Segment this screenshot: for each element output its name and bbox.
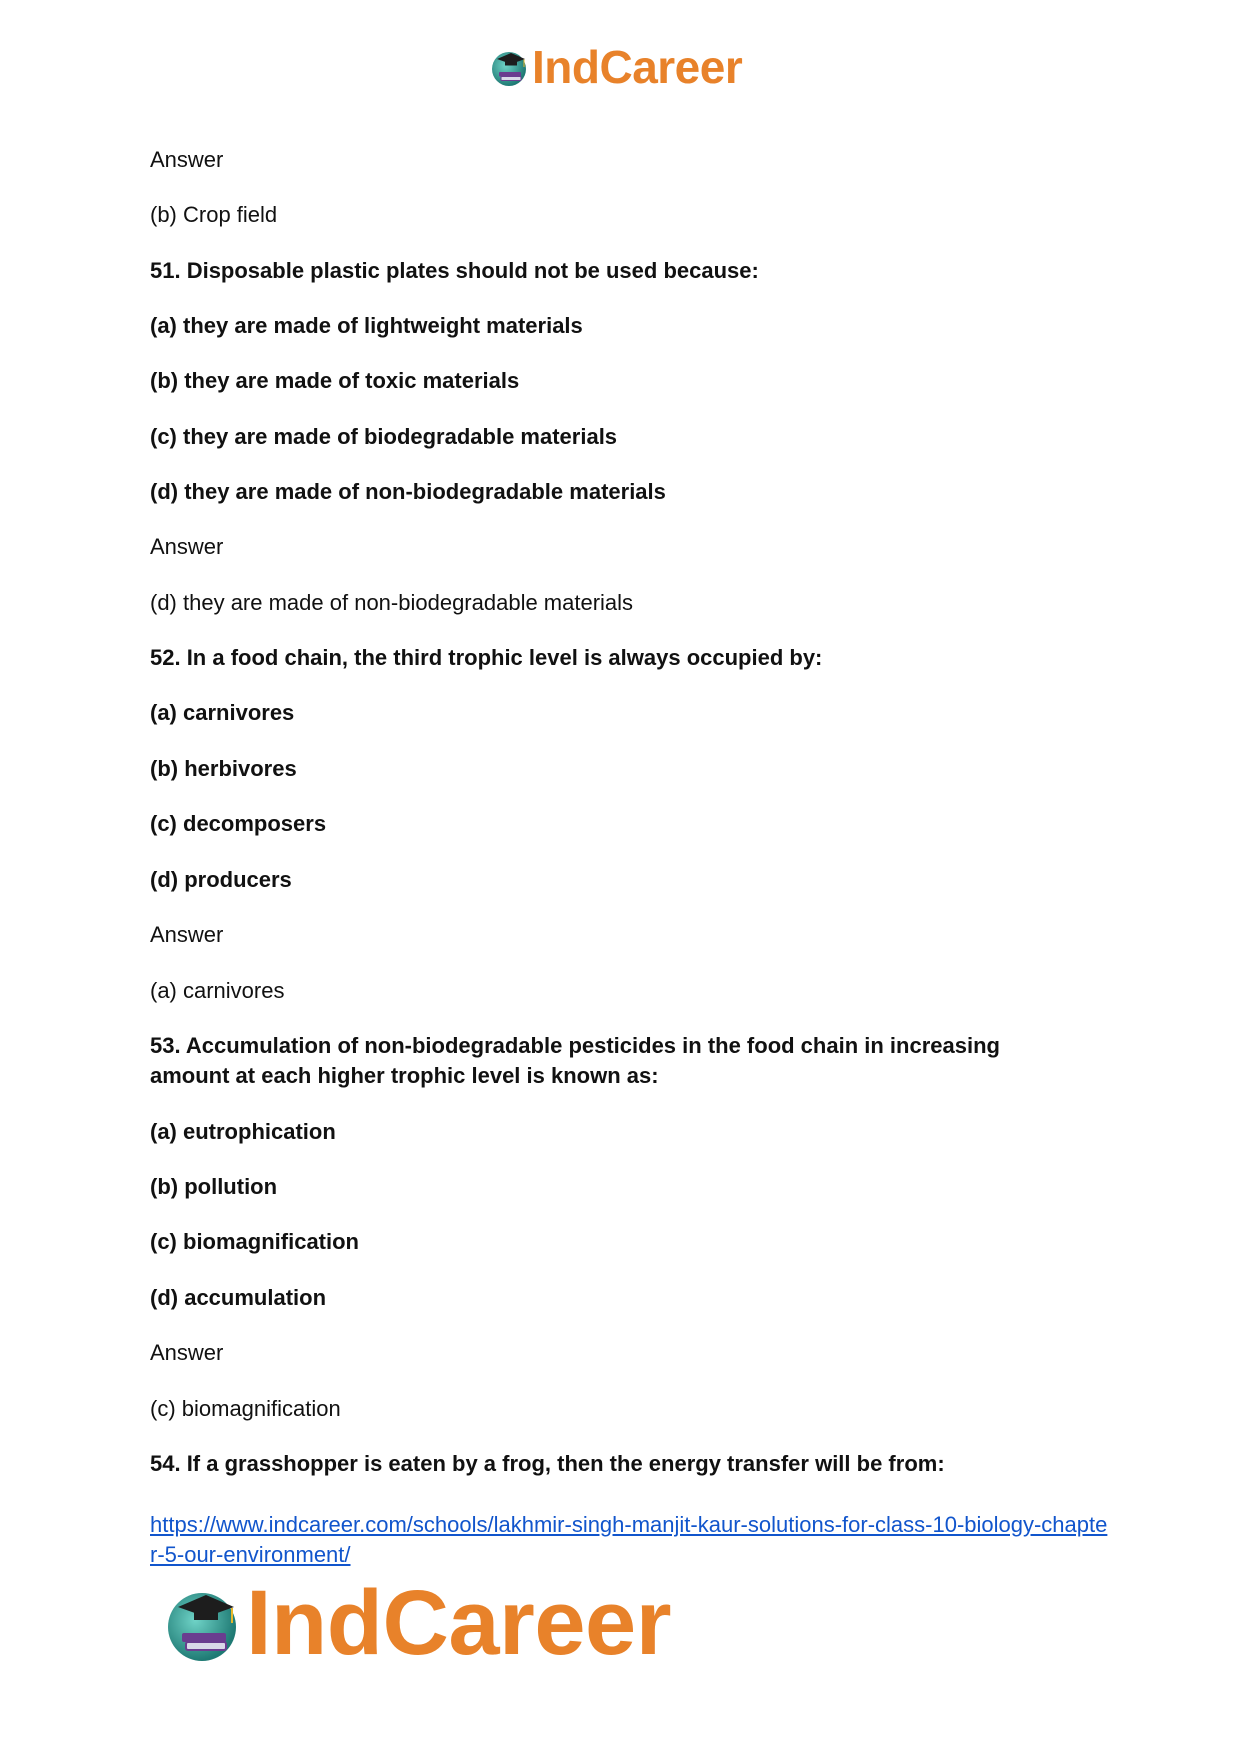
answer-text: (a) carnivores <box>150 978 285 1003</box>
answer-label: Answer <box>150 1340 224 1365</box>
graduation-cap-globe-books-icon <box>488 46 530 88</box>
option-53-c: (c) biomagnification <box>150 1229 359 1254</box>
option-52-a: (a) carnivores <box>150 700 295 725</box>
answer-text: (c) biomagnification <box>150 1396 341 1421</box>
answer-label: Answer <box>150 922 224 947</box>
header-logo-text: IndCareer <box>532 41 743 93</box>
option-53-b: (b) pollution <box>150 1174 278 1199</box>
option-53-a: (a) eutrophication <box>150 1119 336 1144</box>
answer-label: Answer <box>150 534 224 559</box>
footer-logo <box>160 1572 671 1674</box>
option-52-d: (d) producers <box>150 867 292 892</box>
header-logo <box>488 42 742 92</box>
option-51-d: (d) they are made of non-biodegradable materials <box>150 479 666 504</box>
option-52-c: (c) decomposers <box>150 811 327 836</box>
option-52-b: (b) herbivores <box>150 756 297 781</box>
question-53: 53. Accumulation of non-biodegradable pesticides in the food chain in increasing amount at each higher trophic level is known as: <box>150 1033 1000 1088</box>
question-51: 51. Disposable plastic plates should not be used because: <box>150 258 759 283</box>
option-53-d: (d) accumulation <box>150 1285 327 1310</box>
option-51-a: (a) they are made of lightweight materials <box>150 313 583 338</box>
source-link[interactable]: https://www.indcareer.com/schools/lakhmir-singh-manjit-kaur-solutions-for-class-10-biology-chapter-5-our-environment/ <box>150 1512 1108 1567</box>
option-51-b: (b) they are made of toxic materials <box>150 368 520 393</box>
question-52: 52. In a food chain, the third trophic level is always occupied by: <box>150 645 823 670</box>
answer-text: (b) Crop field <box>150 202 278 227</box>
footer-logo-text: IndCareer <box>246 1572 671 1674</box>
graduation-cap-globe-books-icon <box>160 1581 244 1665</box>
option-51-c: (c) they are made of biodegradable materials <box>150 424 618 449</box>
question-54: 54. If a grasshopper is eaten by a frog, then the energy transfer will be from: <box>150 1451 945 1476</box>
answer-text: (d) they are made of non-biodegradable materials <box>150 590 634 615</box>
answer-label: Answer <box>150 147 224 172</box>
